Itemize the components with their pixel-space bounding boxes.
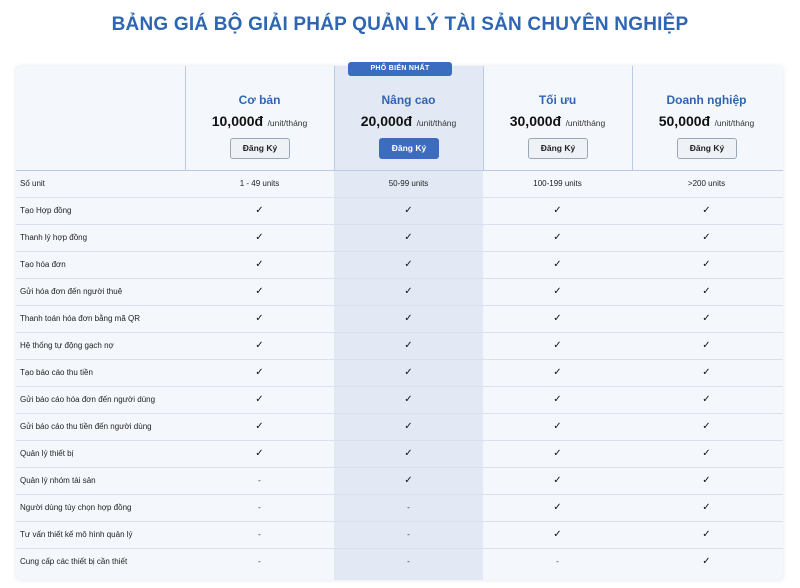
check-icon: ✓ bbox=[255, 259, 264, 270]
check-icon: ✓ bbox=[553, 529, 562, 540]
check-icon: ✓ bbox=[553, 313, 562, 324]
check-icon: ✓ bbox=[702, 340, 711, 351]
table-cell: 100-199 units bbox=[533, 179, 582, 188]
check-icon: ✓ bbox=[553, 259, 562, 270]
check-icon: ✓ bbox=[404, 394, 413, 405]
feature-label: Tạo Hợp đồng bbox=[20, 206, 72, 215]
table-row bbox=[16, 386, 783, 413]
popular-badge: PHỔ BIẾN NHẤT bbox=[348, 62, 452, 76]
table-cell: - bbox=[258, 476, 261, 485]
feature-label: Gửi báo cáo thu tiền đến người dùng bbox=[20, 422, 152, 431]
check-icon: ✓ bbox=[404, 205, 413, 216]
check-icon: ✓ bbox=[404, 448, 413, 459]
page-title: BẢNG GIÁ BỘ GIẢI PHÁP QUẢN LÝ TÀI SẢN CHUYÊN NGHIỆP bbox=[111, 14, 689, 35]
check-icon: ✓ bbox=[702, 232, 711, 243]
check-icon: ✓ bbox=[553, 232, 562, 243]
feature-label: Tạo báo cáo thu tiền bbox=[20, 368, 93, 377]
check-icon: ✓ bbox=[404, 232, 413, 243]
register-button[interactable]: Đăng Ký bbox=[379, 138, 439, 159]
table-row bbox=[16, 305, 783, 332]
register-button[interactable]: Đăng Ký bbox=[230, 138, 290, 159]
table-cell: - bbox=[258, 503, 261, 512]
table-row bbox=[16, 251, 783, 278]
plan-name: Doanh nghiệp bbox=[666, 93, 747, 107]
plan-name: Cơ bản bbox=[238, 93, 281, 107]
check-icon: ✓ bbox=[702, 367, 711, 378]
table-row bbox=[16, 278, 783, 305]
check-icon: ✓ bbox=[255, 340, 264, 351]
check-icon: ✓ bbox=[255, 367, 264, 378]
plan-price bbox=[632, 113, 781, 131]
table-cell: - bbox=[556, 557, 559, 566]
check-icon: ✓ bbox=[702, 475, 711, 486]
price-unit: /unit/tháng bbox=[714, 118, 755, 128]
plan-name: Nâng cao bbox=[381, 93, 436, 107]
plan-column bbox=[334, 66, 483, 170]
check-icon: ✓ bbox=[702, 286, 711, 297]
table-row bbox=[16, 467, 783, 494]
table-row bbox=[16, 494, 783, 521]
price-amount: 50,000đ bbox=[658, 113, 711, 129]
check-icon: ✓ bbox=[404, 313, 413, 324]
check-icon: ✓ bbox=[553, 502, 562, 513]
check-icon: ✓ bbox=[702, 313, 711, 324]
feature-label: Người dùng tùy chọn hợp đồng bbox=[20, 503, 132, 512]
check-icon: ✓ bbox=[702, 259, 711, 270]
check-icon: ✓ bbox=[553, 286, 562, 297]
check-icon: ✓ bbox=[255, 286, 264, 297]
check-icon: ✓ bbox=[702, 502, 711, 513]
check-icon: ✓ bbox=[553, 475, 562, 486]
feature-label: Tạo hóa đơn bbox=[20, 260, 66, 269]
feature-label: Thanh toán hóa đơn bằng mã QR bbox=[20, 314, 140, 323]
plan-name: Tối ưu bbox=[538, 93, 577, 107]
feature-label: Thanh lý hợp đồng bbox=[20, 233, 88, 242]
check-icon: ✓ bbox=[702, 205, 711, 216]
feature-label: Số unit bbox=[20, 179, 45, 188]
plan-column bbox=[483, 66, 632, 170]
feature-label: Quản lý thiết bị bbox=[20, 449, 74, 458]
table-cell: - bbox=[407, 557, 410, 566]
check-icon: ✓ bbox=[404, 340, 413, 351]
table-cell: - bbox=[258, 530, 261, 539]
register-button[interactable]: Đăng Ký bbox=[528, 138, 588, 159]
check-icon: ✓ bbox=[553, 367, 562, 378]
table-cell: - bbox=[258, 557, 261, 566]
feature-label: Cung cấp các thiết bị cần thiết bbox=[20, 557, 128, 566]
table-cell: >200 units bbox=[687, 179, 726, 188]
price-amount: 30,000đ bbox=[509, 113, 562, 129]
check-icon: ✓ bbox=[702, 556, 711, 567]
plan-price bbox=[483, 113, 632, 131]
check-icon: ✓ bbox=[404, 259, 413, 270]
check-icon: ✓ bbox=[702, 448, 711, 459]
check-icon: ✓ bbox=[553, 340, 562, 351]
table-cell: 50-99 units bbox=[388, 179, 429, 188]
feature-label: Tư vấn thiết kế mô hình quản lý bbox=[20, 530, 133, 539]
plan-price bbox=[185, 113, 334, 131]
check-icon: ✓ bbox=[255, 394, 264, 405]
plan-price bbox=[334, 113, 483, 131]
feature-label: Hệ thống tự động gạch nợ bbox=[20, 341, 114, 350]
table-row bbox=[16, 197, 783, 224]
price-unit: /unit/tháng bbox=[416, 118, 457, 128]
table-row bbox=[16, 359, 783, 386]
check-icon: ✓ bbox=[255, 421, 264, 432]
feature-label: Gửi hóa đơn đến người thuê bbox=[20, 287, 123, 296]
table-row bbox=[16, 548, 783, 575]
pricing-table bbox=[16, 66, 783, 580]
feature-label: Gửi báo cáo hóa đơn đến người dùng bbox=[20, 395, 156, 404]
register-button[interactable]: Đăng Ký bbox=[677, 138, 737, 159]
price-unit: /unit/tháng bbox=[267, 118, 308, 128]
check-icon: ✓ bbox=[553, 448, 562, 459]
check-icon: ✓ bbox=[702, 421, 711, 432]
check-icon: ✓ bbox=[255, 448, 264, 459]
feature-label: Quản lý nhóm tài sản bbox=[20, 476, 96, 485]
check-icon: ✓ bbox=[553, 205, 562, 216]
table-cell: - bbox=[407, 530, 410, 539]
table-row bbox=[16, 521, 783, 548]
table-cell: - bbox=[407, 503, 410, 512]
check-icon: ✓ bbox=[702, 529, 711, 540]
check-icon: ✓ bbox=[553, 394, 562, 405]
check-icon: ✓ bbox=[255, 232, 264, 243]
plan-column bbox=[632, 66, 781, 170]
price-amount: 10,000đ bbox=[211, 113, 264, 129]
check-icon: ✓ bbox=[255, 205, 264, 216]
price-unit: /unit/tháng bbox=[565, 118, 606, 128]
check-icon: ✓ bbox=[255, 313, 264, 324]
plan-column bbox=[185, 66, 334, 170]
check-icon: ✓ bbox=[404, 475, 413, 486]
table-row bbox=[16, 224, 783, 251]
price-amount: 20,000đ bbox=[360, 113, 413, 129]
table-row bbox=[16, 413, 783, 440]
table-row bbox=[16, 332, 783, 359]
check-icon: ✓ bbox=[404, 367, 413, 378]
check-icon: ✓ bbox=[404, 286, 413, 297]
check-icon: ✓ bbox=[553, 421, 562, 432]
table-cell: 1 - 49 units bbox=[239, 179, 280, 188]
check-icon: ✓ bbox=[404, 421, 413, 432]
table-row bbox=[16, 440, 783, 467]
check-icon: ✓ bbox=[702, 394, 711, 405]
table-row bbox=[16, 170, 783, 197]
